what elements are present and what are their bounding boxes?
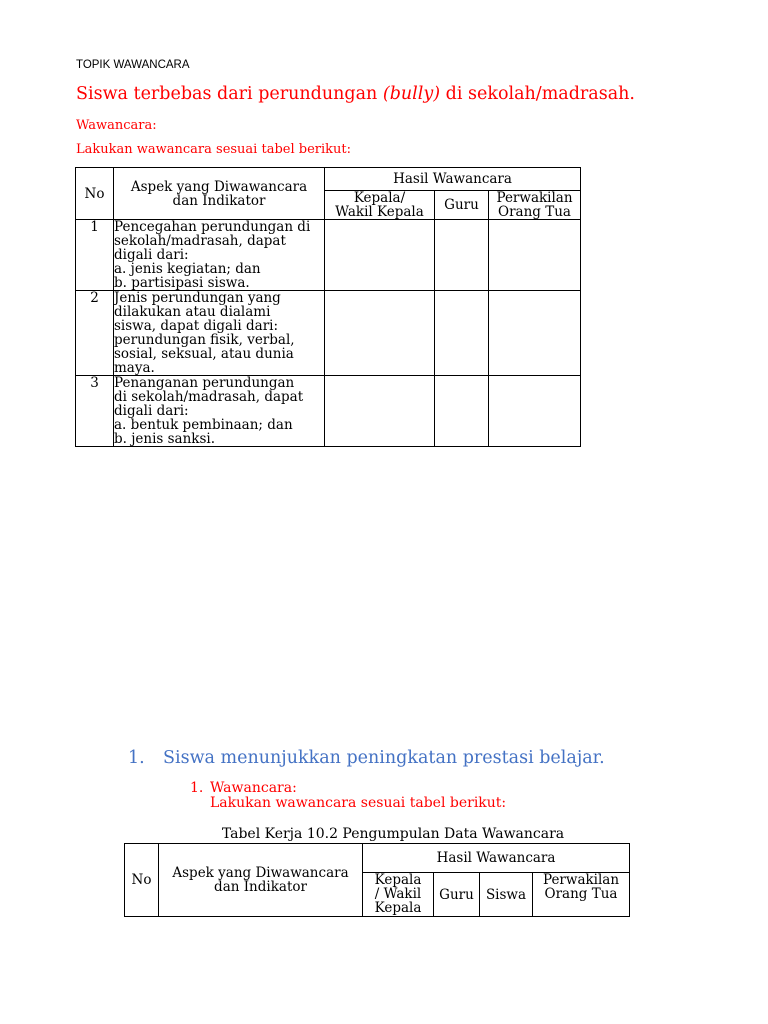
aspect-line: siswa, dapat digali dari: — [114, 318, 279, 334]
instruction-text: Lakukan wawancara sesuai tabel berikut: — [76, 142, 351, 157]
table-row — [76, 220, 581, 291]
result-cell-parent-rep — [489, 376, 581, 447]
aspect-line: b. partisipasi siswa. — [114, 275, 250, 291]
section2-heading-number: 1. — [128, 748, 145, 768]
aspect-line: perundungan fisik, verbal, — [114, 332, 295, 348]
aspect-cell — [114, 376, 325, 447]
result-cell-principal — [325, 220, 435, 291]
header-parent-rep-line: Perwakilan — [496, 190, 573, 206]
header-no: No — [76, 168, 114, 220]
section1-heading — [76, 84, 635, 105]
result-cell-teacher — [435, 291, 489, 376]
instruction-text: Lakukan wawancara sesuai tabel berikut: — [210, 795, 507, 811]
aspect-line: a. jenis kegiatan; dan — [114, 261, 261, 277]
result-cell-principal — [325, 291, 435, 376]
header-principal-line: Kepala/ — [353, 190, 406, 206]
row-number: 3 — [76, 376, 114, 447]
header-principal-line: Kepala — [374, 900, 422, 916]
aspect-line: Penanganan perundungan — [114, 375, 295, 391]
header-aspect-line: Aspek yang Diwawancara — [130, 178, 308, 195]
aspect-line: Pencegahan perundungan di — [114, 219, 311, 235]
aspect-line: sosial, seksual, atau dunia — [114, 346, 294, 362]
header-teacher: Guru — [434, 873, 480, 917]
header-parent-rep-line: Orang Tua — [498, 204, 571, 220]
header-results: Hasil Wawancara — [363, 844, 630, 873]
interview-label: Wawancara: — [210, 780, 297, 796]
heading-italic-term: (bully) — [382, 84, 441, 104]
header-student: Siswa — [480, 873, 533, 917]
aspect-line: sekolah/madrasah, dapat — [114, 233, 286, 249]
aspect-cell — [114, 291, 325, 376]
table-caption: Tabel Kerja 10.2 Pengumpulan Data Wawancara — [221, 826, 565, 842]
table-header-row — [125, 844, 630, 873]
header-parent-rep — [489, 191, 581, 220]
interview-item-number: 1. — [190, 780, 204, 796]
interview-table-bullying — [75, 167, 581, 447]
result-cell-teacher — [435, 220, 489, 291]
heading-text-end: di sekolah/madrasah. — [440, 84, 635, 104]
header-aspect-line: Aspek yang Diwawancara — [172, 865, 349, 881]
header-aspect — [159, 844, 363, 917]
header-teacher: Guru — [435, 191, 489, 220]
result-cell-teacher — [435, 376, 489, 447]
header-results: Hasil Wawancara — [325, 168, 581, 191]
header-aspect — [114, 168, 325, 220]
interview-label: Wawancara: — [76, 118, 157, 133]
aspect-cell — [114, 220, 325, 291]
aspect-line: di sekolah/madrasah, dapat — [114, 389, 304, 405]
header-principal — [363, 873, 434, 917]
aspect-line: maya. — [114, 360, 155, 376]
result-cell-parent-rep — [489, 291, 581, 376]
aspect-line: digali dari: — [114, 247, 189, 263]
aspect-line: b. jenis sanksi. — [114, 431, 216, 447]
header-aspect-line: dan Indikator — [214, 879, 307, 895]
header-parent-rep-line: Orang Tua — [544, 886, 618, 902]
aspect-line: Jenis perundungan yang — [114, 290, 281, 306]
table-header-row — [76, 168, 581, 191]
heading-text-start: Siswa terbebas dari perundungan — [76, 84, 383, 104]
section2-heading: Siswa menunjukkan peningkatan prestasi belajar. — [163, 748, 605, 768]
header-no: No — [125, 844, 159, 917]
header-parent-rep — [533, 873, 630, 917]
header-principal-line: Kepala — [374, 872, 422, 888]
header-principal-line: Wakil Kepala — [335, 204, 424, 220]
header-principal — [325, 191, 435, 220]
topic-label: TOPIK WAWANCARA — [76, 59, 190, 71]
header-parent-rep-line: Perwakilan — [542, 872, 620, 888]
result-cell-parent-rep — [489, 220, 581, 291]
aspect-line: digali dari: — [114, 403, 189, 419]
table-row — [76, 291, 581, 376]
interview-table-achievement — [124, 843, 630, 917]
table-row — [76, 376, 581, 447]
aspect-line: a. bentuk pembinaan; dan — [114, 417, 293, 433]
aspect-line: dilakukan atau dialami — [114, 304, 271, 320]
row-number: 2 — [76, 291, 114, 376]
header-principal-line: / Wakil — [374, 886, 422, 902]
row-number: 1 — [76, 220, 114, 291]
header-aspect-line: dan Indikator — [172, 192, 266, 209]
result-cell-principal — [325, 376, 435, 447]
